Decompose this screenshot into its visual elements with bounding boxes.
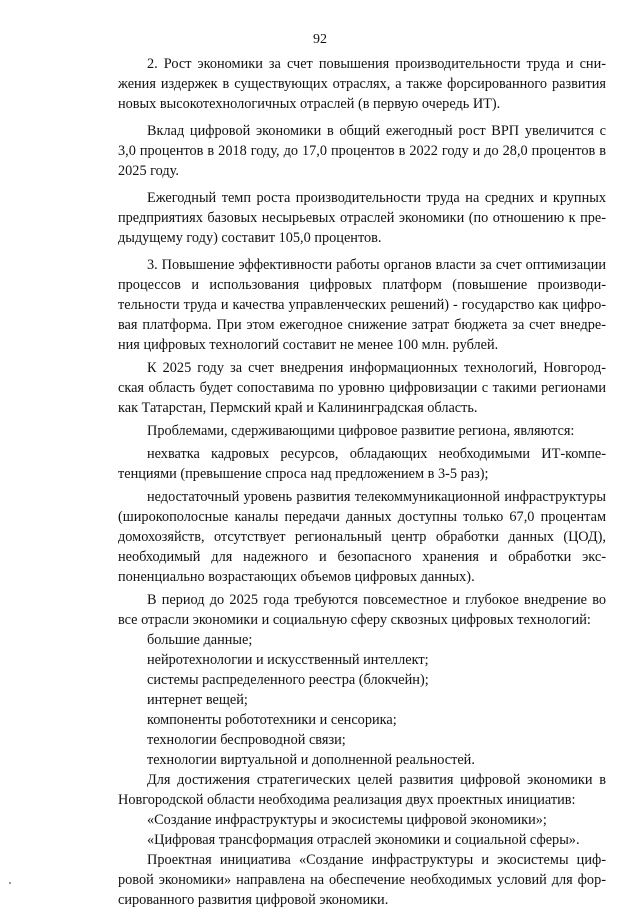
paragraph-2025-comparison: К 2025 году за счет внедрения информационных технологий, Новгородская область будет сопоставима по уровню цифровизации с такими регионами как Татарстан, Пермский край и Калининградская область.: [118, 360, 606, 416]
paragraph-government-efficiency: 3. Повышение эффективности работы органов власти за счет оптимизации процессов и использования цифровых платформ (повышение производительности труда и качества управленческих решений) - государство как цифровая платформа. При этом ежегодное снижение затрат бюджета за счет внедрения цифровых технологий составит не менее 100 млн. рублей.: [118, 257, 606, 353]
list-item-big-data: большие данные;: [147, 632, 253, 648]
list-item-initiative-transformation: «Цифровая трансформация отраслей экономики и социальной сферы».: [147, 832, 580, 848]
document-body: [118, 54, 606, 910]
list-item-blockchain: системы распределенного реестра (блокчейн);: [147, 672, 429, 688]
paragraph-growth-productivity: 2. Рост экономики за счет повышения производительности труда и снижения издержек в существующих отраслях, а также форсированного развития новых высокотехнологичных отраслей (в первую очередь ИТ).: [118, 56, 606, 112]
paragraph-problems-intro: Проблемами, сдерживающими цифровое развитие региона, являются:: [147, 423, 575, 439]
paragraph-infrastructure: недостаточный уровень развития телекоммуникационной инфраструктуры (широкополосные каналы передачи данных доступны только 67,0 процентам домохозяйств, отсутствует региональный центр обработки данных (ЦОД), необходимый для надежного и безопасного хранения и обработки экспоненциально возрастающих объемов цифровых данных).: [118, 489, 606, 585]
list-item-wireless: технологии беспроводной связи;: [147, 732, 346, 748]
list-item-robotics: компоненты робототехники и сенсорика;: [147, 712, 397, 728]
page-number: 92: [313, 32, 327, 47]
paragraph-technologies-intro: В период до 2025 года требуются повсеместное и глубокое внедрение во все отрасли экономики и социальную сферу сквозных цифровых технологий:: [118, 592, 606, 628]
list-item-iot: интернет вещей;: [147, 692, 248, 708]
list-item-initiative-infrastructure: «Создание инфраструктуры и экосистемы цифровой экономики»;: [147, 812, 547, 828]
list-item-neurotech-ai: нейротехнологии и искусственный интеллект;: [147, 652, 429, 668]
scan-speck: [9, 882, 11, 884]
paragraph-initiative-description: Проектная инициатива «Создание инфраструктуры и экосистемы цифровой экономики» направлена на обеспечение необходимых условий для форсированного развития цифровой экономики.: [118, 852, 606, 908]
list-item-vr-ar: технологии виртуальной и дополненной реальностей.: [147, 752, 475, 768]
paragraph-labor-productivity: Ежегодный темп роста производительности труда на средних и крупных предприятиях базовых несырьевых отраслей экономики (по отношению к предыдущему году) составит 105,0 процентов.: [118, 190, 606, 246]
paragraph-project-initiatives: Для достижения стратегических целей развития цифровой экономики в Новгородской области необходима реализация двух проектных инициатив:: [118, 772, 606, 808]
paragraph-staff-shortage: нехватка кадровых ресурсов, обладающих необходимыми ИТ-компетенциями (превышение спроса над предложением в 3-5 раз);: [118, 446, 606, 482]
paragraph-grp-contribution: Вклад цифровой экономики в общий ежегодный рост ВРП увеличится с 3,0 процентов в 2018 году, до 17,0 процентов в 2022 году и до 28,0 процентов в 2025 году.: [118, 123, 606, 179]
